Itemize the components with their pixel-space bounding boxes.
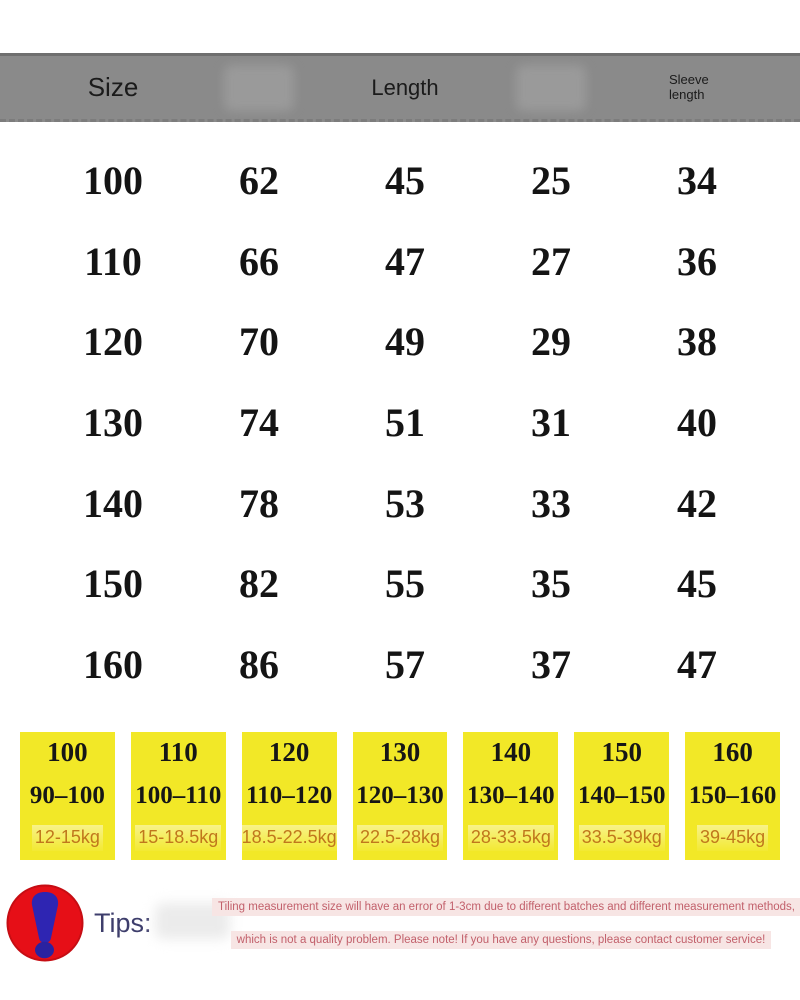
measure-cell: 29 xyxy=(531,319,571,365)
measure-cell: 70 xyxy=(239,319,279,365)
size-card-130 xyxy=(353,732,448,860)
length-cell: 55 xyxy=(385,561,425,607)
size-recommendation-cards xyxy=(20,732,780,860)
size-table xyxy=(0,140,800,705)
card-height-range: 100–110 xyxy=(135,782,222,810)
size-cell: 100 xyxy=(83,157,143,203)
size-table-row xyxy=(0,399,800,446)
card-height-range: 120–130 xyxy=(356,782,444,810)
card-weight-range: 28-33.5kg xyxy=(468,825,554,851)
measure-cell: 35 xyxy=(531,561,571,607)
sleeve-length-column-label: Sleeve length xyxy=(669,71,709,102)
size-cell: 110 xyxy=(84,238,142,284)
measure-cell: 27 xyxy=(531,238,571,284)
sleeve-length-cell: 38 xyxy=(677,319,717,365)
measure-cell: 31 xyxy=(531,399,571,445)
size-table-row xyxy=(0,318,800,365)
card-height-range: 130–140 xyxy=(467,782,555,810)
card-weight-range: 15-18.5kg xyxy=(135,825,221,851)
card-size-label: 100 xyxy=(47,737,88,767)
erased-text-smudge xyxy=(224,65,294,111)
header-cell-sleeve-length xyxy=(624,73,770,103)
size-cell: 160 xyxy=(83,642,143,688)
card-weight-range: 12-15kg xyxy=(32,825,103,851)
card-height-range: 110–120 xyxy=(246,782,333,810)
size-table-row xyxy=(0,560,800,607)
header-cell-erased-1 xyxy=(186,65,332,111)
measure-cell: 74 xyxy=(239,399,279,445)
size-card-150 xyxy=(574,732,669,860)
measure-cell: 66 xyxy=(239,238,279,284)
sleeve-length-cell: 42 xyxy=(677,480,717,526)
measure-cell: 78 xyxy=(239,480,279,526)
sleeve-length-cell: 47 xyxy=(677,642,717,688)
measure-cell: 25 xyxy=(531,157,571,203)
card-height-range: 150–160 xyxy=(688,782,777,810)
tips-text-block xyxy=(212,897,795,949)
card-weight-range: 18.5-22.5kg xyxy=(239,825,340,851)
sleeve-length-cell: 45 xyxy=(677,561,717,607)
card-size-label: 120 xyxy=(268,737,310,767)
size-card-160 xyxy=(685,732,780,860)
sleeve-length-cell: 36 xyxy=(677,238,717,284)
sleeve-length-cell: 40 xyxy=(677,399,717,445)
measure-cell: 62 xyxy=(239,157,279,203)
length-cell: 45 xyxy=(385,157,425,203)
size-cell: 150 xyxy=(83,561,143,607)
card-size-label: 150 xyxy=(601,737,642,767)
length-cell: 47 xyxy=(385,238,425,284)
size-table-row xyxy=(0,238,800,285)
size-table-row xyxy=(0,480,800,527)
tips-line-2: which is not a quality problem. Please note! If you have any questions, please contact customer service! xyxy=(231,931,772,949)
card-weight-range: 33.5-39kg xyxy=(579,825,665,851)
size-card-110 xyxy=(131,732,226,860)
measure-cell: 86 xyxy=(239,642,279,688)
card-size-label: 130 xyxy=(379,737,421,767)
length-cell: 51 xyxy=(385,399,425,445)
size-cell: 120 xyxy=(83,319,143,365)
card-size-label: 140 xyxy=(490,737,532,767)
length-cell: 49 xyxy=(385,319,425,365)
size-table-row xyxy=(0,157,800,204)
length-column-label: Length xyxy=(371,74,439,100)
size-card-100 xyxy=(20,732,115,860)
size-column-label: Size xyxy=(87,72,139,102)
size-cell: 140 xyxy=(83,480,143,526)
card-height-range: 90–100 xyxy=(29,782,105,810)
measure-cell: 33 xyxy=(531,480,571,526)
tips-line-1: Tiling measurement size will have an error of 1-3cm due to different batches and different measurement methods, xyxy=(212,898,800,916)
size-table-row xyxy=(0,641,800,688)
alert-exclamation-icon xyxy=(6,883,84,963)
card-size-label: 160 xyxy=(712,737,753,767)
card-weight-range: 22.5-28kg xyxy=(357,825,443,851)
tips-label: Tips: xyxy=(94,908,152,938)
sleeve-length-cell: 34 xyxy=(677,157,717,203)
card-size-label: 110 xyxy=(158,737,198,767)
size-card-140 xyxy=(463,732,558,860)
card-height-range: 140–150 xyxy=(577,782,666,810)
header-cell-size xyxy=(40,72,186,103)
length-cell: 53 xyxy=(385,480,425,526)
card-weight-range: 39-45kg xyxy=(697,825,768,851)
measure-cell: 37 xyxy=(531,642,571,688)
length-cell: 57 xyxy=(385,642,425,688)
size-card-120 xyxy=(242,732,337,860)
size-table-header xyxy=(0,53,800,122)
erased-text-smudge xyxy=(516,65,586,111)
measure-cell: 82 xyxy=(239,561,279,607)
header-cell-erased-2 xyxy=(478,65,624,111)
size-cell: 130 xyxy=(83,399,143,445)
header-cell-length xyxy=(332,75,478,101)
